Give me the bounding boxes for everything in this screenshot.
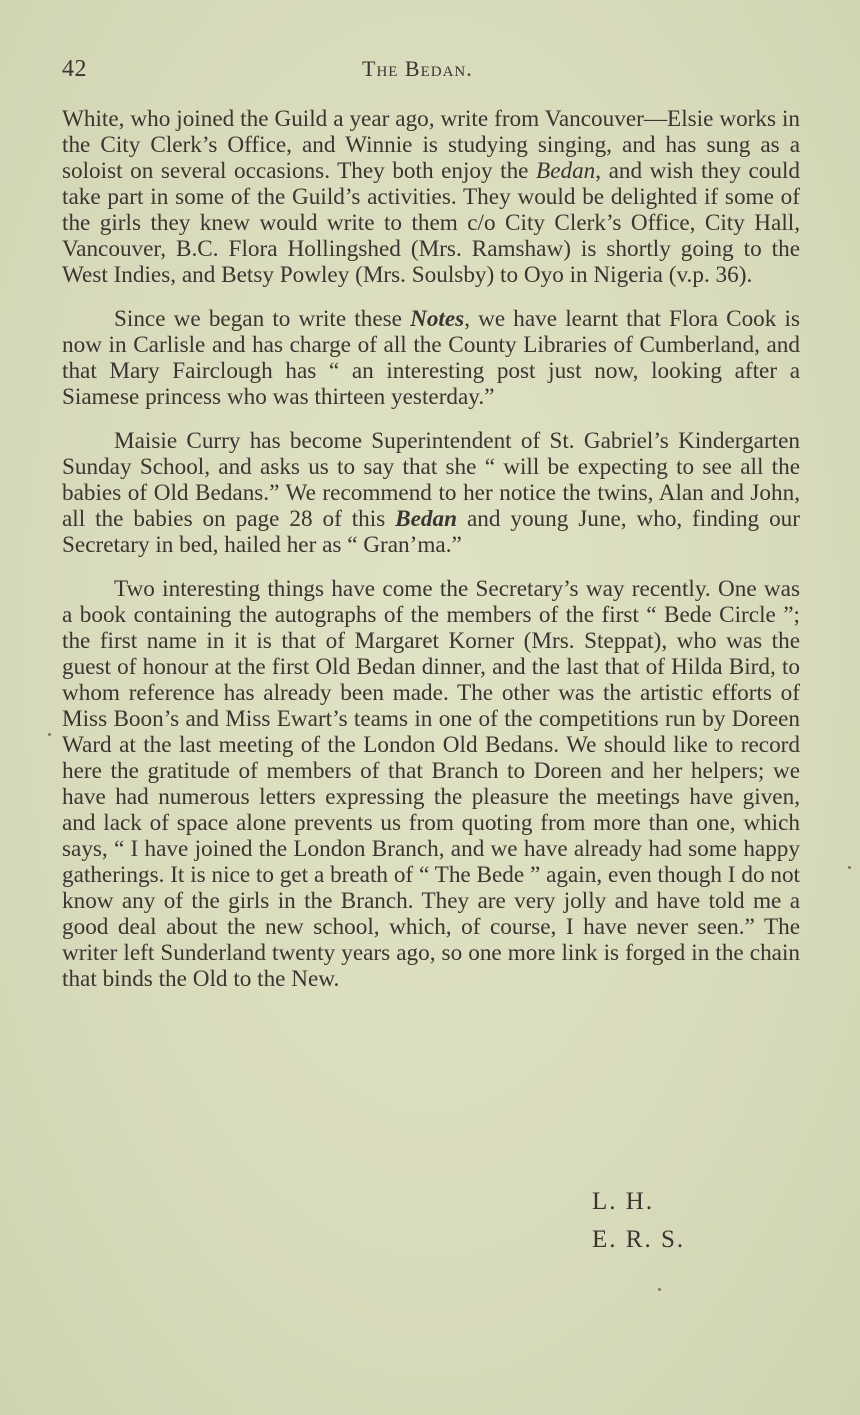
paragraph-4-text-1: Two interesting things have come the Secretary’s way recently. One was a book containing the autographs of the members of the first “ Bede Circle ”; the first name in it is that of Margaret Korner (Mrs. Steppat), who was the guest of honour at the first Old Bedan dinner, and the last that of Hilda Bird, to whom reference has already been made. The other was the artistic efforts of Miss Boon’s and Miss Ewart’s teams in one of the competitions run by Doreen Ward at the last meeting of the London Old Bedans. We should like to record here the gratitude of members of that Branch to Doreen and her helpers; we have had numerous letters expressing the pleasure the meetings have given, and lack of space alone prevents us from quoting from more than one, which says, “ I have joined the London Branch, and we have already had some happy gatherings. It is nice to get a breath of “ The Bede ” again, even though I do not know any of the girls in the Branch. They are very jolly and have told me a good deal about the new school, which, of course, I have never seen.” The writer left Sunderland twenty years ago, so one more link is forged in the chain that binds the Old to the New. [62, 576, 800, 992]
paragraph-2-notes-italic: Notes [410, 306, 465, 332]
signature-initials-1: L. H. [592, 1188, 655, 1215]
paragraph-2 [62, 306, 800, 410]
paragraph-3 [62, 428, 800, 558]
signature-initials-2: E. R. S. [592, 1226, 686, 1253]
paragraph-3-text-2: and young June, who, finding our Secretary in bed, hailed her as “ Gran’ma.” [62, 506, 800, 558]
paper-speck [848, 866, 851, 869]
paragraph-1-bedan-italic: Bedan [536, 158, 596, 184]
running-title: The Bedan. [362, 56, 473, 81]
paper-speck [658, 1288, 661, 1291]
paragraph-3-text-1: Maisie Curry has become Superintendent of St. Gabriel’s Kindergarten Sunday School, and asks us to say that she “ will be expecting to see all the babies of Old Bedans.” We recommend to her notice the twins, Alan and John, all the babies on page 28 of this [62, 428, 800, 532]
paragraph-3-bedan-bold-italic: Bedan [395, 506, 458, 532]
paragraph-2-text-1: Since we began to write these [114, 306, 411, 332]
paper-speck [48, 733, 51, 736]
paragraph-2-text-2: , we have learnt that Flora Cook is now in Carlisle and has charge of all the County Libraries of Cumberland, and that Mary Fairclough has “ an interesting post just now, looking after a Siamese princess who was thirteen yesterday.” [62, 306, 800, 410]
page-header [62, 56, 802, 90]
article-body [62, 106, 800, 992]
paragraph-1 [62, 106, 800, 288]
paragraph-1-text-1: White, who joined the Guild a year ago, write from Vancouver—Elsie works in the City Clerk’s Office, and Winnie is studying singing, and has sung as a soloist on several occasions. They both enjoy the [62, 106, 800, 184]
paragraph-1-text-2: , and wish they could take part in some of the Guild’s activities. They would be delighted if some of the girls they knew would write to them c/o City Clerk’s Office, City Hall, Vancouver, B.C. Flora Hollingshed (Mrs. Ramshaw) is shortly going to the West Indies, and Betsy Powley (Mrs. Soulsby) to Oyo in Nigeria (v.p. 36). [62, 158, 800, 288]
signature-block [592, 1183, 685, 1259]
paragraph-4 [62, 576, 800, 992]
page-number: 42 [62, 56, 87, 82]
